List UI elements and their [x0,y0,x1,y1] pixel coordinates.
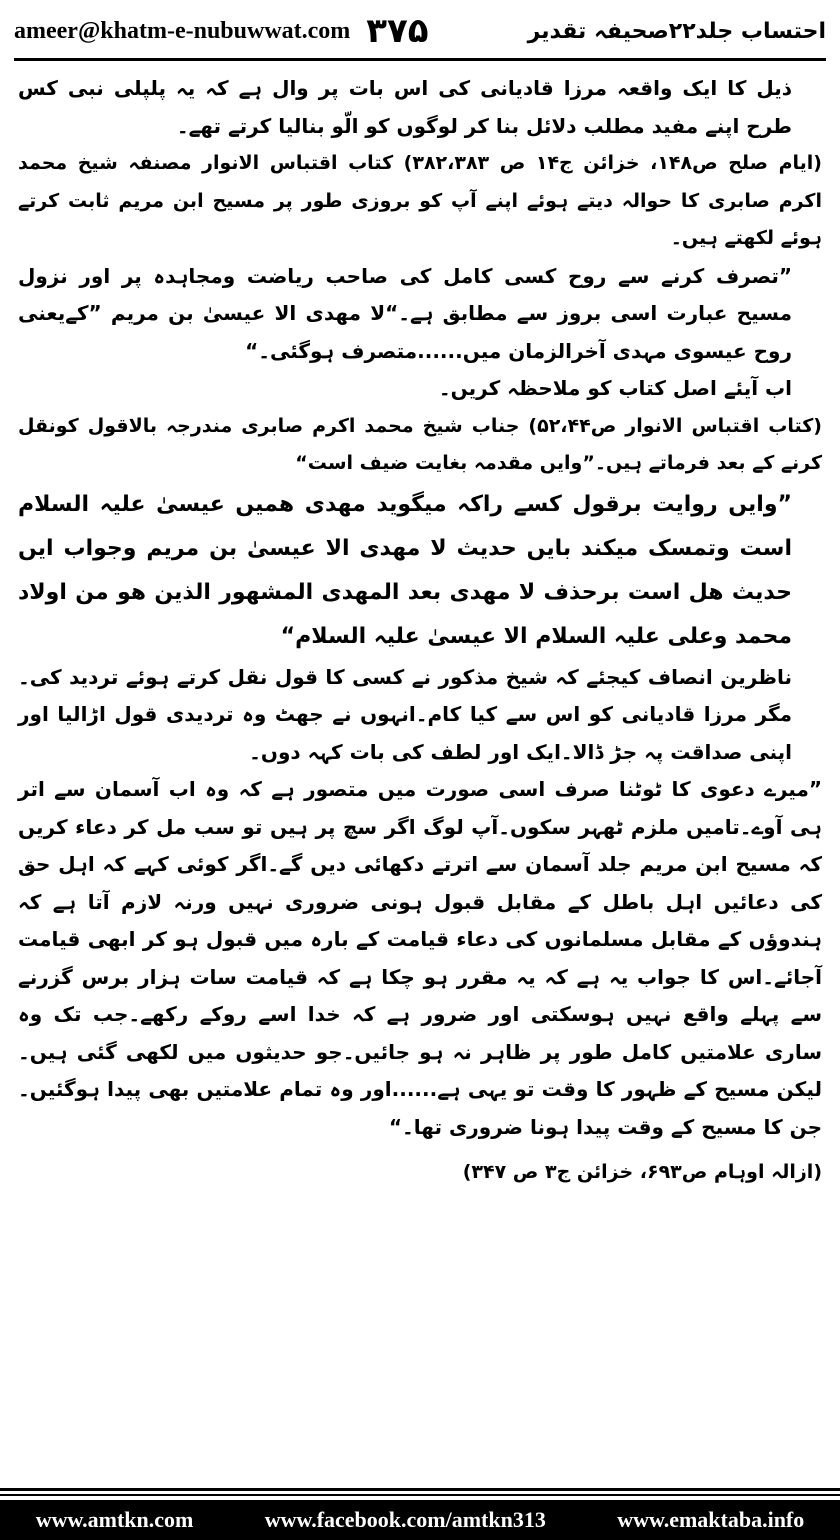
paragraph-persian-quote: ”وایں روایت برقول کسے راکہ میگوید مھدی ھمیں عیسیٰ علیہ السلام است وتمسک میکند بایں حدیث لا مھدی الا عیسیٰ بن مریم وجواب ایں حدیث ھل است برحذف لا مھدی بعد المھدی المشھور الذین ھو من اولاد محمد وعلی علیہ السلام الا عیسیٰ علیہ السلام“ [18,491,792,649]
paragraph-citation-3: (ازالہ اوہام ص۶۹۳، خزائن ج۳ ص ۳۴۷) [462,1161,822,1183]
page-number: ۳۷۵ [366,11,429,51]
paragraph-transition: اب آیئے اصل کتاب کو ملاحظہ کریں۔ [438,376,792,400]
footer-rule-bottom [0,1494,840,1496]
paragraph-quote-2: ”میرے دعوی کا ٹوٹنا صرف اسی صورت میں متصور ہے کہ وہ اب آسمان سے اتر ہی آوے۔تامیں ملزم ٹھہر سکوں۔آپ لوگ اگر سچ پر ہیں تو سب مل کر دعاء کریں کہ مسیح ابن مریم جلد آسمان سے اترتے دکھائی دیں گے۔اگر کوئی کہے کہ اہل حق کی دعائیں اہل باطل کے مقابل قبول ہونی ضروری نہیں ورنہ لازم آتا ہے کہ ہندوؤں کے مقابل مسلمانوں کی دعاء قیامت کے بارہ میں قبول ہو کر ابھی قیامت آجائے۔اس کا جواب یہ ہے کہ یہ مقرر ہو چکا ہے کہ قیامت سات ہزار برس گزرنے سے پہلے واقع نہیں ہوسکتی اور ضرور ہے کہ خدا اسے روکے رکھے۔جب تک وہ ساری علامتیں کامل طور پر ظاہر نہ ہو جائیں۔جو حدیثوں میں لکھی گئی ہیں۔لیکن مسیح کے ظہور کا وقت تو یہی ہے......اور وہ تمام علامتیں بھی پیدا ہوگئیں۔جن کا مسیح کے وقت پیدا ہونا ضروری تھا۔“ [18,777,822,1139]
spacer [18,1146,822,1154]
header-left [14,11,429,51]
footer-link-amtkn[interactable]: www.amtkn.com [35,1507,194,1532]
running-title: احتساب جلد۲۲صحیفہ تقدیر [527,18,826,44]
header-email: ameer@khatm-e-nubuwwat.com [14,17,351,44]
footer-link-emaktaba[interactable]: www.emaktaba.info [617,1507,805,1532]
header-rule [14,58,826,61]
page-body [18,70,822,1192]
paragraph-citation-1: (ایام صلح ص۱۴۸، خزائن ج۱۴ ص ۳۸۲،۳۸۳) کتاب اقتباس الانوار مصنفہ شیخ محمد اکرم صابری کا حوالہ دیتے ہوئے اپنے آپ کو بروزی طور پر مسیح ابن مریم ثابت کرتے ہوئے لکھتے ہیں۔ [18,152,822,249]
page-header [14,6,826,56]
footer-link-facebook[interactable]: www.facebook.com/amtkn313 [264,1507,546,1532]
footer-rule-top [0,1488,840,1491]
paragraph-citation-2: (کتاب اقتباس الانوار ص۵۲،۴۴) جناب شیخ محمد اکرم صابری مندرجہ بالاقول کونقل کرنے کے بعد فرماتے ہیں۔”وایں مقدمہ بغایت ضیف است“ [18,414,822,474]
page-footer [0,1500,840,1540]
paragraph-commentary: ناظرین انصاف کیجئے کہ شیخ مذکور نے کسی کا قول نقل کرتے ہوئے تردید کی۔مگر مرزا قادیانی کو اس سے کیا کام۔انہوں نے جھٹ وہ تردیدی قول اڑالیا اور اپنی صداقت پہ جڑ ڈالا۔ایک اور لطف کی بات کہہ دوں۔ [18,664,792,764]
paragraph-quote-1: ”تصرف کرنے سے روح کسی کامل کی صاحب ریاضت ومجاہدہ پر اور نزول مسیح عبارت اسی بروز سے مطابق ہے۔“لا مھدی الا عیسیٰ بن مریم ”کےیعنی روح عیسوی مہدی آخرالزمان میں......متصرف ہوگئی۔“ [18,263,792,363]
paragraph-intro: ذیل کا ایک واقعہ مرزا قادیانی کی اس بات پر وال ہے کہ یہ پلپلی نبی کس طرح اپنے مفید مطلب دلائل بنا کر لوگوں کو الّو بنالیا کرتے تھے۔ [18,76,792,138]
